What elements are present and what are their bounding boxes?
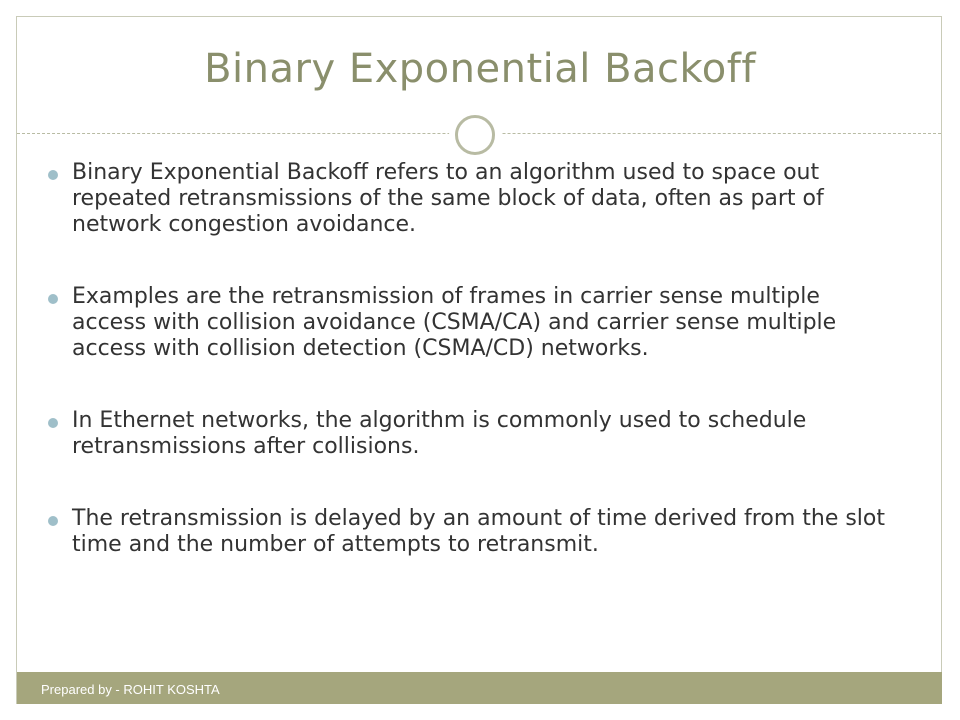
bullet-text: The retransmission is delayed by an amount of time derived from the slot time and the number of attempts to retransmit. xyxy=(72,506,886,557)
bullet-list xyxy=(48,160,898,604)
bullet-item xyxy=(48,284,898,362)
footer-credit: Prepared by - ROHIT KOSHTA xyxy=(41,682,220,697)
bullet-item xyxy=(48,160,898,238)
bullet-item xyxy=(48,506,898,558)
bullet-text: Binary Exponential Backoff refers to an algorithm used to space out repeated retransmissions of the same block of data, often as part of network congestion avoidance. xyxy=(72,160,824,237)
ring-ornament-icon xyxy=(449,109,501,161)
slide-title: Binary Exponential Backoff xyxy=(204,46,756,92)
bullet-dot-icon xyxy=(48,516,58,526)
bullet-dot-icon xyxy=(48,418,58,428)
footer-bar xyxy=(17,672,942,704)
bullet-text: In Ethernet networks, the algorithm is commonly used to schedule retransmissions after collisions. xyxy=(72,408,807,459)
bullet-text: Examples are the retransmission of frames in carrier sense multiple access with collision avoidance (CSMA/CA) and carrier sense multiple access with collision detection (CSMA/CD) networks. xyxy=(72,284,837,361)
bullet-item xyxy=(48,408,898,460)
bullet-dot-icon xyxy=(48,294,58,304)
bullet-dot-icon xyxy=(48,170,58,180)
